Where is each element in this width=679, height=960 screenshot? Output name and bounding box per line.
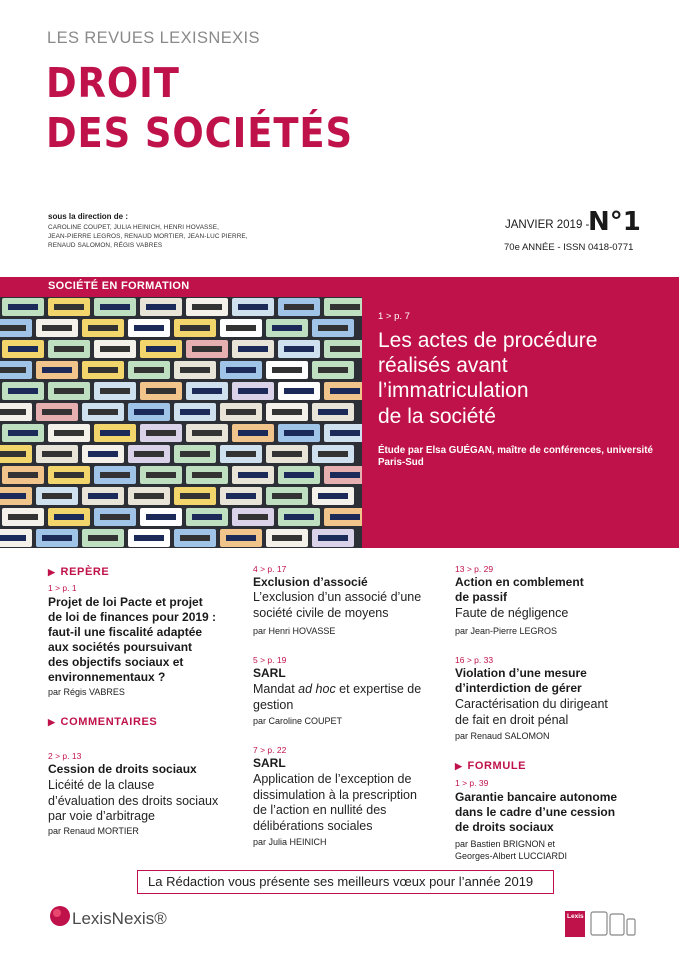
article-description: L’exclusion d’un associé d’une société civile de moyens [253,590,422,620]
category-repere: ▶ REPÈRE [48,566,110,578]
article-author: par Régis VABRES [48,687,125,697]
article-author: par Henri HOVASSE [253,626,336,636]
article-ref: 1 > p. 39 [455,778,489,788]
article-title[interactable]: Garantie bancaire autonome dans le cadre d’une cession de droits sociaux [455,790,618,834]
lexisnexis-logo-icon [49,905,71,932]
feature-author: Étude par Elsa GUÉGAN, maître de conférences, université Paris-Sud [378,445,653,468]
issue-date: JANVIER 2019 - [505,219,590,231]
article-title[interactable]: Projet de loi Pacte et projet de loi de finances pour 2019 : faut-il une fiscalité adaptée aux sociétés poursuivant des objectifs sociaux et environnementaux ? [48,595,217,684]
greeting-text: La Rédaction vous présente ses meilleurs vœux pour l’année 2019 [148,874,534,889]
article-title[interactable]: Exclusion d’associé [253,575,368,589]
category-commentaires: ▶ COMMENTAIRES [48,716,158,728]
article-author: par Renaud MORTIER [48,826,139,836]
article-author: par Jean-Pierre LEGROS [455,626,558,636]
direction-names-line: RENAUD SALOMON, RÉGIS VABRES [48,242,163,249]
series-label: LES REVUES LEXISNEXIS [47,29,260,47]
article-author: par Bastien BRIGNON et Georges-Albert LUCCIARDI [455,839,568,861]
article-ref: 7 > p. 22 [253,745,287,755]
license-plates-photo [0,297,362,548]
triangle-right-icon: ▶ [455,761,463,771]
triangle-right-icon: ▶ [48,717,56,727]
article-title[interactable]: Violation d’une mesure d’interdiction de gérer [455,666,587,695]
article-author: par Renaud SALOMON [455,731,550,741]
article-description: Caractérisation du dirigeant de fait en droit pénal [455,697,608,727]
feature-title-line[interactable]: Les actes de procédure [378,329,598,352]
lexis360-label: Lexis 360 [567,913,597,920]
article-title[interactable]: Cession de droits sociaux [48,762,197,776]
journal-title-line-2: DES SOCIÉTÉS [46,109,353,157]
section-label: SOCIÉTÉ EN FORMATION [48,280,190,292]
direction-names-line: CAROLINE COUPET, JULIA HEINICH, HENRI HOVASSE, [48,224,220,231]
feature-title-line[interactable]: réalisés avant [378,354,508,377]
article-author: par Julia HEINICH [253,837,327,847]
article-ref: 2 > p. 13 [48,751,82,761]
article-title[interactable]: Action en comblement de passif [455,575,584,604]
article-ref: 5 > p. 19 [253,655,287,665]
direction-label: sous la direction de : [48,212,129,221]
article-ref: 1 > p. 1 [48,583,77,593]
article-description: Application de l’exception de dissimulation à la prescription de l’action en nullité des délibérations sociales [253,772,417,833]
feature-ref: 1 > p. 7 [378,311,410,322]
license-plates-image [0,297,362,548]
issue-number: N°1 [588,207,641,237]
article-title[interactable]: SARL [253,756,286,770]
article-description: Mandat ad hoc et expertise de gestion [253,682,422,712]
article-ref: 4 > p. 17 [253,564,287,574]
devices-icon [590,911,636,942]
issue-meta: 70e ANNÉE - ISSN 0418-0771 [504,242,634,253]
article-author: par Caroline COUPET [253,716,343,726]
article-ref: 16 > p. 33 [455,655,494,665]
article-title[interactable]: SARL [253,666,286,680]
lexisnexis-logo-text: LexisNexis® [72,909,167,928]
feature-title-line[interactable]: de la société [378,405,496,428]
feature-title-line[interactable]: l’immatriculation [378,379,529,402]
article-ref: 13 > p. 29 [455,564,494,574]
article-description: Licéité de la clause d’évaluation des droits sociaux par voie d’arbitrage [48,778,219,823]
direction-names-line: JEAN-PIERRE LEGROS, RENAUD MORTIER, JEAN-LUC PIERRE, [48,233,248,240]
journal-title-line-1: DROIT [46,59,180,107]
article-description: Faute de négligence [455,606,569,620]
category-formule: ▶ FORMULE [455,760,527,772]
triangle-right-icon: ▶ [48,567,56,577]
